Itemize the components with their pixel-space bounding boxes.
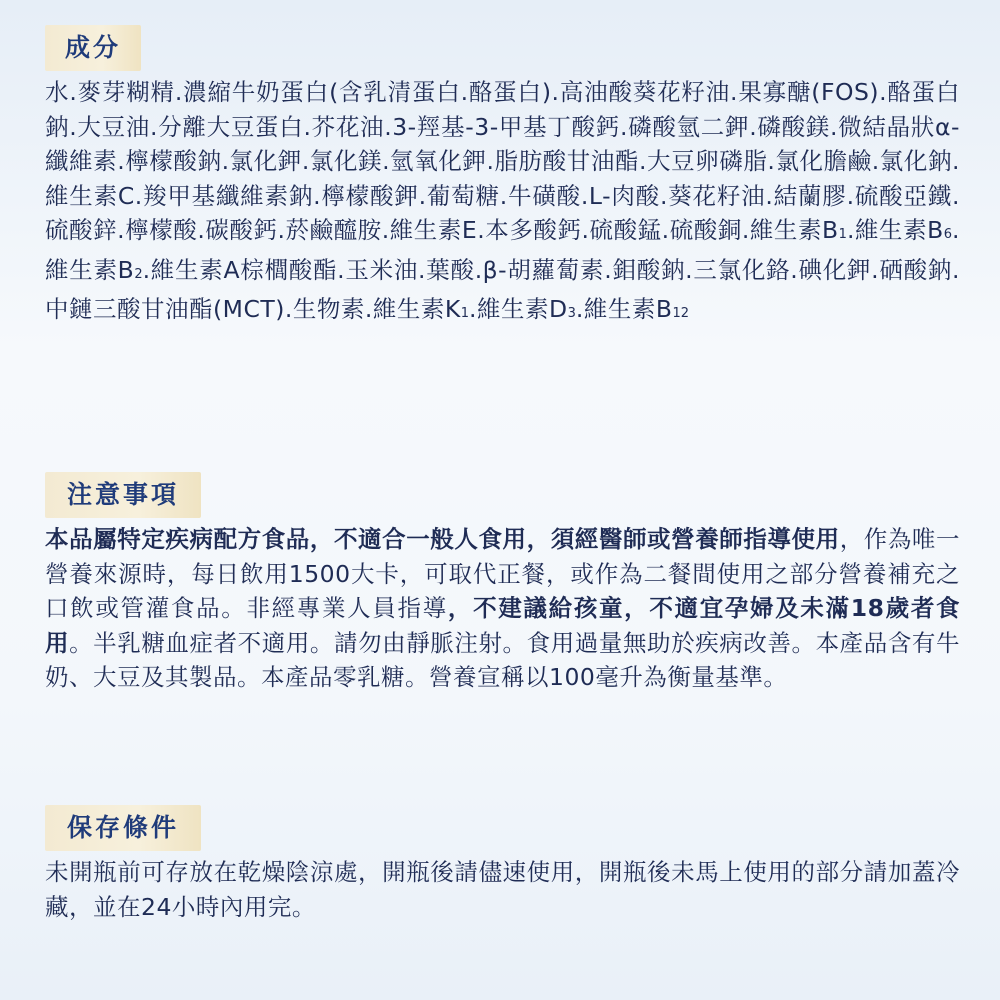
- ingredients-segment: .維生素B: [575, 295, 673, 323]
- storage-section: [45, 805, 960, 924]
- vitamin-b6-subscript: 6: [943, 227, 953, 242]
- ingredients-title: 成分: [45, 25, 141, 71]
- vitamin-b12-subscript: 12: [672, 306, 690, 321]
- ingredients-segment: .維生素B: [846, 216, 944, 244]
- vitamin-b1-letter: B: [822, 216, 839, 244]
- notes-restriction-bold: ，不建議給孩童，不適宜孕婦及未滿18歲者食用: [45, 594, 961, 657]
- ingredients-segment: .維生素A棕櫚酸酯.玉米油.葉酸.β-胡蘿蔔素.鉬酸鈉.三氯化鉻.碘化鉀.硒酸鈉.中鏈三酸甘油酯(MCT).生物素.維生素: [45, 255, 960, 323]
- ingredients-text: [45, 75, 960, 332]
- vitamin-k1-subscript: 1: [460, 306, 470, 321]
- vitamin-b2-subscript: 2: [134, 266, 143, 282]
- vitamin-k1-letter: K: [444, 295, 461, 323]
- vitamin-d3-subscript: 3: [567, 306, 576, 321]
- ingredients-list: 水.麥芽糊精.濃縮牛奶蛋白(含乳清蛋白.酪蛋白).高油酸葵花籽油.果寡醣(FOS).酪蛋白鈉.大豆油.分離大豆蛋白.芥花油.3-羥基-3-甲基丁酸鈣.磷酸氫二鉀.磷酸鎂.微結晶狀α-纖維素.檸檬酸鈉.氯化鉀.氯化鎂.氫氧化鉀.脂肪酸甘油酯.大豆卵磷脂.氯化膽鹼.氯化鈉.維生素C.羧甲基纖維素鈉.檸檬酸鉀.葡萄糖.牛磺酸.L-肉酸.葵花籽油.結蘭膠.硫酸亞鐵.硫酸鋅.檸檬酸.碳酸鈣.菸鹼醯胺.維生素E.本多酸鈣.硫酸錳.硫酸銅.維生素: [45, 78, 960, 244]
- notes-extra-text: 。半乳糖血症者不適用。請勿由靜脈注射。食用過量無助於疾病改善。本產品含有牛奶、大豆及其製品。本產品零乳糖。營養宣稱以100毫升為衡量基準。: [45, 628, 961, 691]
- ingredients-segment: .維生素D: [469, 295, 568, 323]
- notes-title: 注意事項: [45, 472, 201, 518]
- ingredients-segment: .維生素B: [45, 216, 961, 284]
- storage-title: 保存條件: [45, 805, 201, 851]
- ingredients-section: [45, 25, 960, 332]
- notes-warning-bold: 本品屬特定疾病配方食品，不適合一般人食用，須經醫師或營養師指導使用: [45, 525, 840, 553]
- vitamin-b1-subscript: 1: [838, 227, 847, 242]
- storage-text: 未開瓶前可存放在乾燥陰涼處，開瓶後請儘速使用，開瓶後未馬上使用的部分請加蓋冷藏，並在24小時內用完。: [45, 858, 960, 921]
- notes-section: [45, 472, 960, 695]
- notes-text: [45, 522, 960, 695]
- notes-usage-text: ，作為唯一營養來源時，每日飲用1500大卡，可取代正餐，或作為二餐間使用之部分營養補充之口飲或管灌食品。非經專業人員指導: [45, 525, 961, 622]
